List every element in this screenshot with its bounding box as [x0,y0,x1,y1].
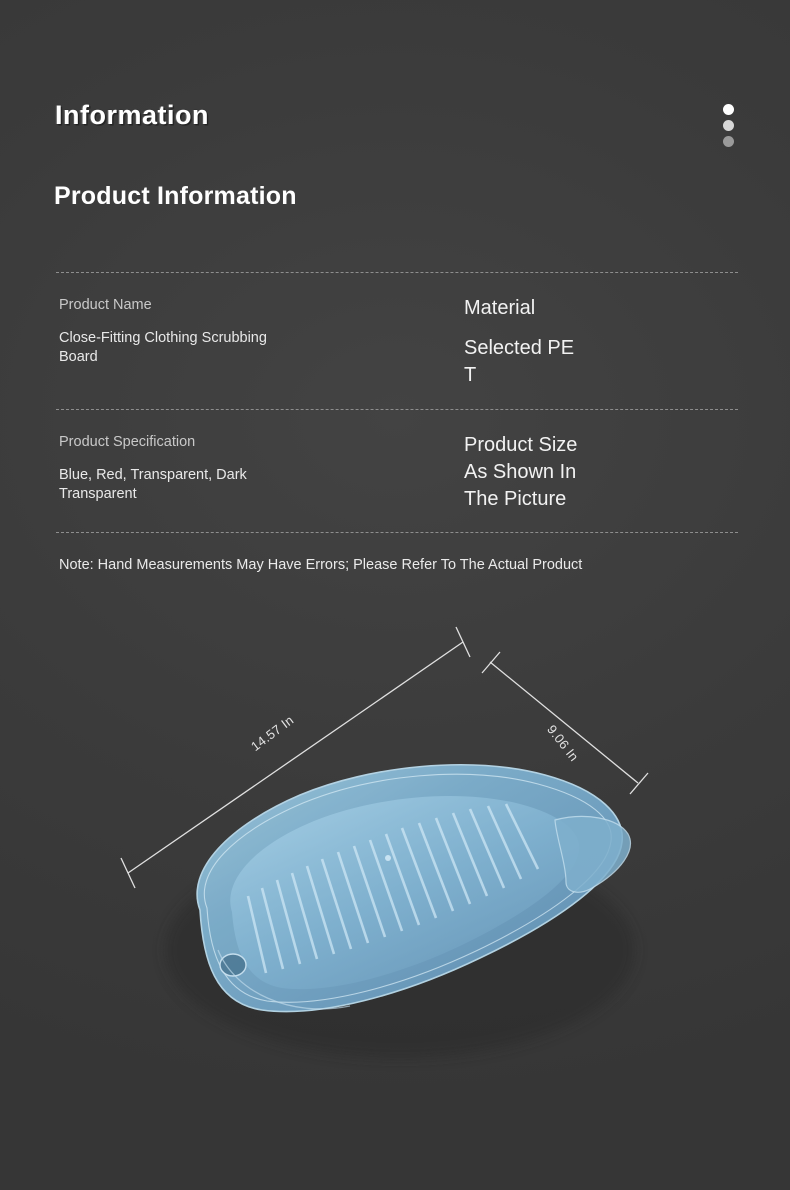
dimension-width-label: 9.06 In [544,722,582,765]
product-illustration [0,620,790,1120]
page-title: Information [55,100,209,130]
three-dots-icon[interactable] [721,104,735,147]
material-label: Material [464,297,536,319]
product-image [0,620,790,1120]
page-header [55,100,735,160]
row-1-left [56,295,462,389]
product-name-value: Close-Fitting Clothing Scrubbing Board [59,329,267,366]
dimension-length-label: 14.57 In [248,712,297,754]
material-value: Selected PET [464,337,575,386]
row-2-right [462,432,738,512]
row-2-left [56,432,462,512]
table-row [56,410,738,532]
product-size-label: Product Size As Shown In The Picture [464,434,578,510]
dot-2 [723,120,734,131]
dot-1 [723,104,734,115]
dot-3 [723,136,734,147]
table-row [56,273,738,409]
board-handle [555,816,630,892]
section-title: Product Information [54,182,297,210]
center-dot [385,855,391,861]
measurement-note: Note: Hand Measurements May Have Errors; Please Refer To The Actual Product [59,557,583,574]
product-name-label: Product Name [59,297,152,313]
hanging-hole [220,954,246,976]
product-specification-label: Product Specification [59,434,196,450]
specification-table [56,272,738,576]
product-specification-value: Blue, Red, Transparent, Dark Transparent [59,466,247,503]
row-1-right [462,295,738,389]
